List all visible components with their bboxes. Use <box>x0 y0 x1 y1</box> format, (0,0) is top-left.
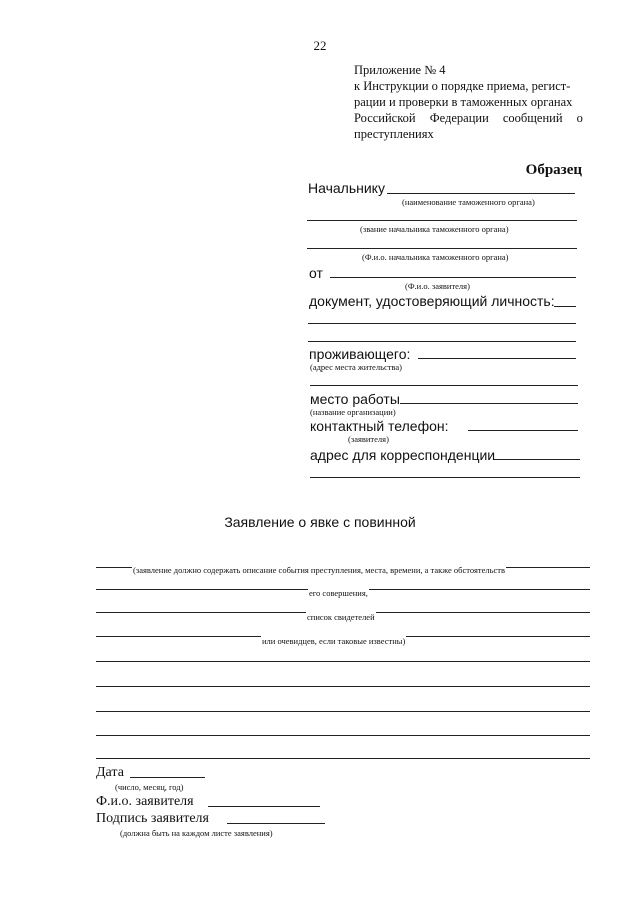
id-document-line[interactable] <box>554 306 576 307</box>
residence-address-line[interactable] <box>418 358 576 359</box>
id-document-line-3[interactable] <box>308 341 576 342</box>
date-caption: (число, месяц, год) <box>115 782 184 792</box>
appendix-line: преступлениях <box>354 127 434 141</box>
workplace-caption: (название организации) <box>310 407 396 417</box>
workplace-label: место работы <box>310 391 400 407</box>
chief-label: Начальнику <box>308 180 385 196</box>
applicant-fio-label: Ф.и.о. заявителя <box>96 794 194 809</box>
phone-line[interactable] <box>468 430 578 431</box>
sample-label: Образец <box>525 162 582 178</box>
from-label: от <box>309 265 323 281</box>
page-number: 22 <box>313 38 327 53</box>
chief-rank-line[interactable] <box>307 220 577 221</box>
signature-caption: (должна быть на каждом листе заявления) <box>120 828 273 838</box>
mail-address-line-2[interactable] <box>310 477 580 478</box>
statement-line[interactable] <box>96 758 590 759</box>
signature-label: Подпись заявителя <box>96 811 209 826</box>
appendix-line: к Инструкции о порядке приема, регист- <box>354 79 571 93</box>
id-document-label: документ, удостоверяющий личность: <box>309 293 555 309</box>
chief-fio-caption: (Ф.и.о. начальника таможенного органа) <box>362 252 509 262</box>
appendix-block <box>354 62 584 142</box>
statement-caption: список свидетелей <box>307 612 375 622</box>
statement-line[interactable] <box>96 686 590 687</box>
chief-rank-caption: (звание начальника таможенного органа) <box>360 224 509 234</box>
phone-label: контактный телефон: <box>310 418 449 434</box>
residence-address-caption: (адрес места жительства) <box>310 362 402 372</box>
id-document-line-2[interactable] <box>308 323 576 324</box>
statement-line[interactable] <box>96 661 590 662</box>
residence-address-line-2[interactable] <box>310 385 578 386</box>
appendix-title: Приложение № 4 <box>354 63 446 77</box>
residing-label: проживающего: <box>309 346 411 362</box>
appendix-line: рации и проверки в таможенных органах <box>354 95 573 109</box>
statement-caption: (заявление должно содержать описание события преступления, места, времени, а также обстоятельств <box>133 565 505 575</box>
mail-address-line[interactable] <box>494 459 580 460</box>
statement-line[interactable] <box>96 711 590 712</box>
applicant-fio-footer-line[interactable] <box>208 806 320 807</box>
chief-fio-line[interactable] <box>307 248 577 249</box>
date-label: Дата <box>96 765 124 780</box>
customs-organ-line[interactable] <box>387 193 575 194</box>
customs-organ-caption: (наименование таможенного органа) <box>402 197 535 207</box>
mail-address-label: адрес для корреспонденции <box>310 447 496 463</box>
signature-line[interactable] <box>227 823 325 824</box>
statement-caption: или очевидцев, если таковые известны) <box>262 636 406 646</box>
applicant-fio-line[interactable] <box>330 277 576 278</box>
appendix-line: Российской Федерации сообщений о <box>354 111 583 125</box>
phone-caption: (заявителя) <box>348 434 389 444</box>
date-line[interactable] <box>130 777 205 778</box>
applicant-fio-caption: (Ф.и.о. заявителя) <box>405 281 470 291</box>
statement-title: Заявление о явке с повинной <box>224 514 416 530</box>
statement-caption: его совершения, <box>309 588 368 598</box>
workplace-line[interactable] <box>400 403 578 404</box>
statement-line[interactable] <box>96 735 590 736</box>
